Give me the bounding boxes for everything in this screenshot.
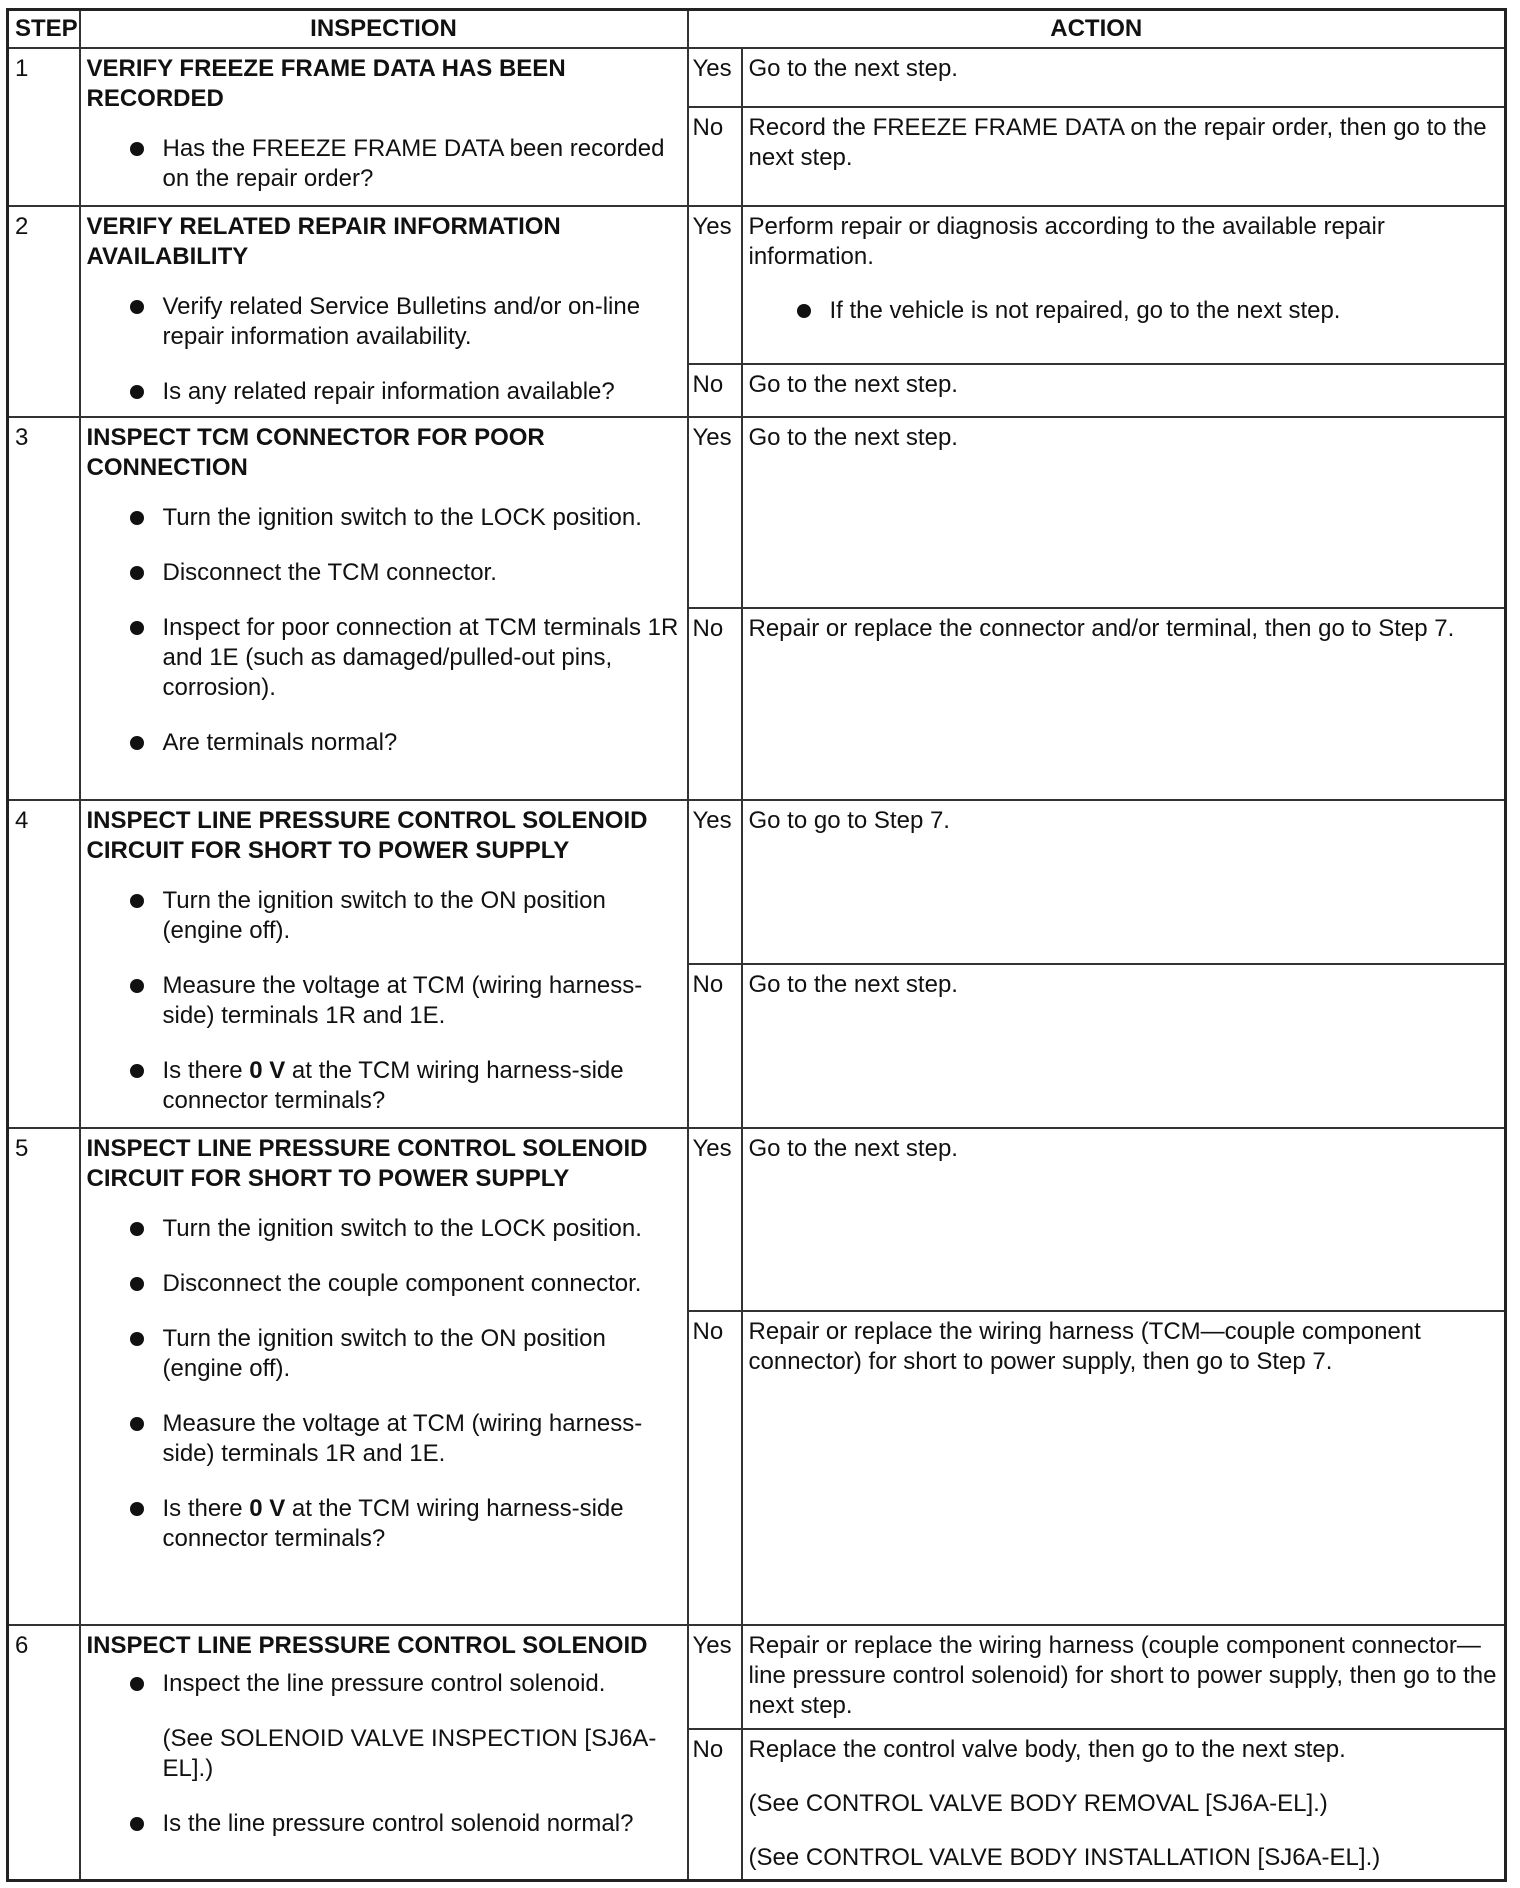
question-text: at the TCM wiring harness-side connector terminals? <box>162 1495 624 1552</box>
step-number: 4 <box>8 800 80 1128</box>
inspection-title: VERIFY FREEZE FRAME DATA HAS BEEN RECORDED <box>86 55 566 112</box>
inspection-item: Verify related Service Bulletins and/or on-line repair information availability. <box>87 292 681 352</box>
diagnostic-table <box>6 8 1507 1882</box>
inspection-title: INSPECT LINE PRESSURE CONTROL SOLENOID CIRCUIT FOR SHORT TO POWER SUPPLY <box>86 807 648 864</box>
table-row <box>8 48 1506 107</box>
no-action-cell <box>742 1729 1506 1880</box>
question-value: 0 V <box>249 1057 286 1084</box>
table-header-row <box>8 10 1506 49</box>
question-text: Is there <box>162 1057 250 1084</box>
table-row <box>8 800 1506 964</box>
inspection-item: Disconnect the TCM connector. <box>87 558 681 588</box>
inspection-cell <box>80 48 688 206</box>
inspection-item: Are terminals normal? <box>87 728 681 758</box>
yes-label: Yes <box>688 1128 742 1311</box>
yes-label: Yes <box>688 1625 742 1729</box>
inspection-cell <box>80 800 688 1128</box>
inspection-item: Turn the ignition switch to the LOCK position. <box>87 1214 681 1244</box>
table-row <box>8 1128 1506 1311</box>
yes-action: Go to the next step. <box>742 48 1506 107</box>
table-row <box>8 206 1506 364</box>
inspection-item: Disconnect the couple component connector. <box>87 1269 681 1299</box>
step-number: 2 <box>8 206 80 417</box>
no-action: Replace the control valve body, then go to the next step. <box>748 1736 1346 1763</box>
yes-action: Repair or replace the wiring harness (couple component connector—line pressure control solenoid) for short to power supply, then go to the next step. <box>742 1625 1506 1729</box>
inspection-item: Measure the voltage at TCM (wiring harness-side) terminals 1R and 1E. <box>87 1409 681 1469</box>
inspection-item: Turn the ignition switch to the ON position (engine off). <box>87 1324 681 1384</box>
step-number: 1 <box>8 48 80 206</box>
table-row <box>8 417 1506 608</box>
yes-action: Go to the next step. <box>742 1128 1506 1311</box>
header-step: STEP <box>8 10 80 49</box>
inspection-title: INSPECT LINE PRESSURE CONTROL SOLENOID CIRCUIT FOR SHORT TO POWER SUPPLY <box>86 1135 648 1192</box>
yes-action: Go to go to Step 7. <box>742 800 1506 964</box>
no-label: No <box>688 107 742 206</box>
step-number: 5 <box>8 1128 80 1625</box>
table-row <box>8 1625 1506 1729</box>
inspection-item: Inspect the line pressure control solenoid. <box>87 1669 681 1699</box>
no-label: No <box>688 1729 742 1880</box>
inspection-item: Has the FREEZE FRAME DATA been recorded on the repair order? <box>87 134 681 194</box>
yes-action: Perform repair or diagnosis according to the available repair information. <box>748 213 1385 270</box>
no-label: No <box>688 1311 742 1625</box>
no-action: Repair or replace the connector and/or terminal, then go to Step 7. <box>742 608 1506 800</box>
inspection-title: INSPECT TCM CONNECTOR FOR POOR CONNECTION <box>86 424 545 481</box>
yes-label: Yes <box>688 48 742 107</box>
no-label: No <box>688 364 742 417</box>
yes-label: Yes <box>688 800 742 964</box>
question-text: Is there <box>162 1495 250 1522</box>
no-action: Go to the next step. <box>742 964 1506 1128</box>
inspection-cell <box>80 417 688 800</box>
yes-action-bullet: If the vehicle is not repaired, go to the next step. <box>749 296 1499 326</box>
inspection-question <box>87 1056 681 1116</box>
step-number: 3 <box>8 417 80 800</box>
inspection-cell <box>80 1625 688 1880</box>
inspection-title: INSPECT LINE PRESSURE CONTROL SOLENOID <box>86 1632 648 1659</box>
header-inspection: INSPECTION <box>80 10 688 49</box>
inspection-reference: (See SOLENOID VALVE INSPECTION [SJ6A-EL].) <box>162 1725 657 1782</box>
inspection-cell <box>80 206 688 417</box>
yes-action: Go to the next step. <box>742 417 1506 608</box>
no-action: Record the FREEZE FRAME DATA on the repair order, then go to the next step. <box>742 107 1506 206</box>
inspection-question <box>87 1494 681 1554</box>
step-number: 6 <box>8 1625 80 1880</box>
inspection-title: VERIFY RELATED REPAIR INFORMATION AVAILABILITY <box>86 213 561 270</box>
yes-action-cell <box>742 206 1506 364</box>
no-label: No <box>688 964 742 1128</box>
inspection-cell <box>80 1128 688 1625</box>
yes-label: Yes <box>688 206 742 364</box>
no-action: Repair or replace the wiring harness (TCM—couple component connector) for short to power supply, then go to Step 7. <box>742 1311 1506 1625</box>
inspection-question: Is the line pressure control solenoid normal? <box>87 1809 681 1839</box>
inspection-item: Turn the ignition switch to the LOCK position. <box>87 503 681 533</box>
inspection-item: Is any related repair information available? <box>87 377 681 407</box>
no-action: Go to the next step. <box>742 364 1506 417</box>
no-action-reference: (See CONTROL VALVE BODY REMOVAL [SJ6A-EL].) <box>748 1790 1328 1817</box>
yes-label: Yes <box>688 417 742 608</box>
no-action-reference: (See CONTROL VALVE BODY INSTALLATION [SJ6A-EL].) <box>748 1844 1381 1871</box>
question-value: 0 V <box>249 1495 286 1522</box>
inspection-item: Turn the ignition switch to the ON position (engine off). <box>87 886 681 946</box>
diagnostic-procedure-sheet <box>6 8 1504 1876</box>
inspection-item: Measure the voltage at TCM (wiring harness-side) terminals 1R and 1E. <box>87 971 681 1031</box>
no-label: No <box>688 608 742 800</box>
inspection-item: Inspect for poor connection at TCM terminals 1R and 1E (such as damaged/pulled-out pins, corrosion). <box>87 613 681 703</box>
header-action: ACTION <box>688 10 1506 49</box>
question-text: at the TCM wiring harness-side connector terminals? <box>162 1057 624 1114</box>
